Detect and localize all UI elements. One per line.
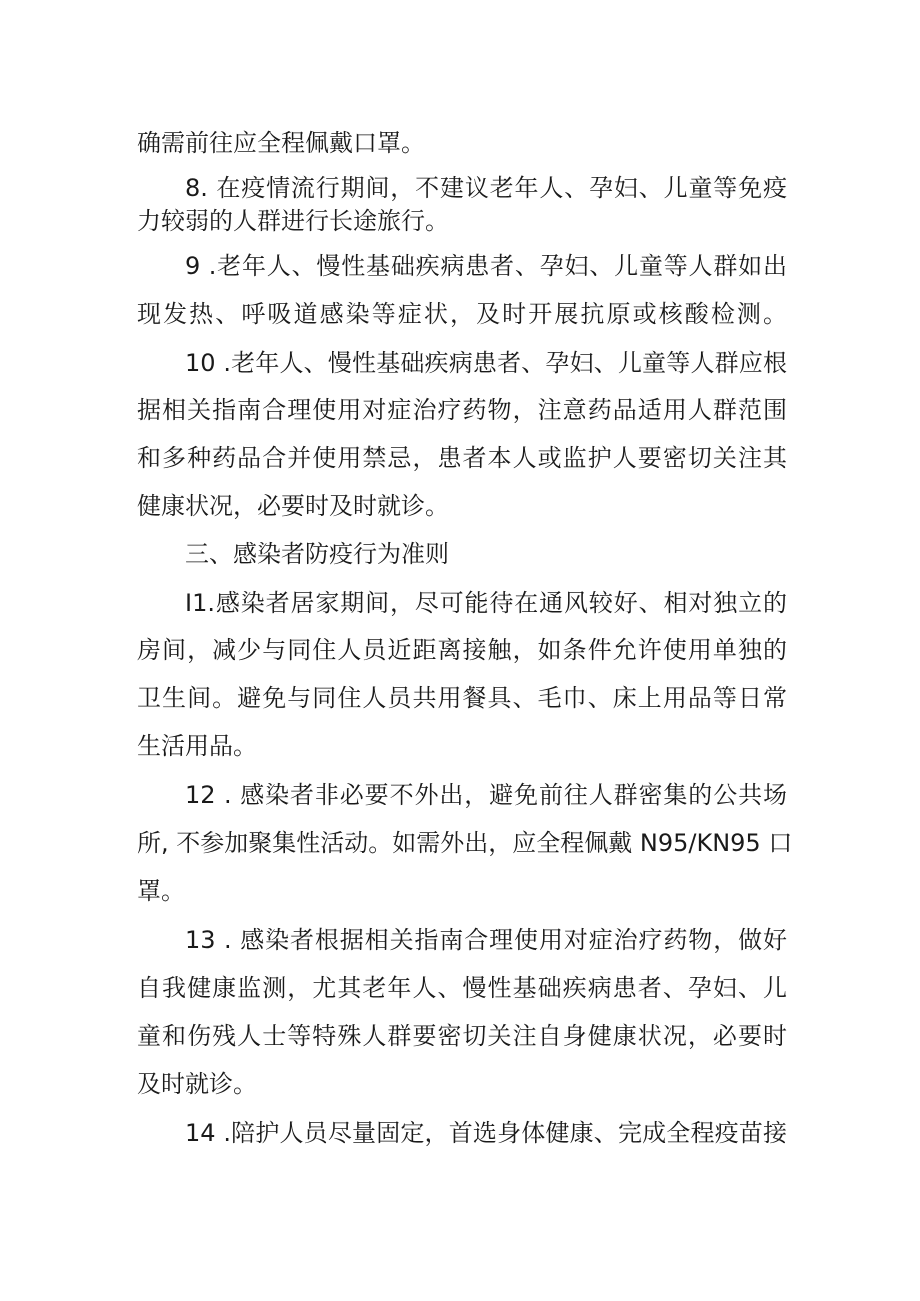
text-line: 健康状况，必要时及时就诊。 xyxy=(137,492,449,520)
text-line: 生活用品。 xyxy=(137,732,257,760)
text-line: 罩。 xyxy=(137,877,185,905)
text-line: 据相关指南合理使用对症治疗药物，注意药品适用人群范围 xyxy=(137,396,787,424)
text-line: 自我健康监测，尤其老年人、慢性基础疾病患者、孕妇、儿 xyxy=(137,974,787,1002)
text-line: 14 .陪护人员尽量固定，首选身体健康、完成全程疫苗接 xyxy=(185,1119,787,1147)
text-line: 力较弱的人群进行长途旅行。 xyxy=(137,207,449,235)
text-line: 卫生间。避免与同住人员共用餐具、毛巾、床上用品等日常 xyxy=(137,684,787,712)
text-line: 和多种药品合并使用禁忌，患者本人或监护人要密切关注其 xyxy=(137,444,787,472)
section-heading: 三、感染者防疫行为准则 xyxy=(185,540,449,568)
text-line: 12 . 感染者非必要不外出，避免前往人群密集的公共场 xyxy=(185,781,787,809)
text-line: 及时就诊。 xyxy=(137,1070,257,1098)
text-line: 所, 不参加聚集性活动。如需外出，应全程佩戴 N95/KN95 口 xyxy=(137,829,793,857)
text-line: 10 .老年人、慢性基础疾病患者、孕妇、儿童等人群应根 xyxy=(185,349,787,377)
text-line: I1.感染者居家期间，尽可能待在通风较好、相对独立的 xyxy=(185,589,787,617)
text-line: 房间，减少与同住人员近距离接触，如条件允许使用单独的 xyxy=(137,636,787,664)
text-line: 9 .老年人、慢性基础疾病患者、孕妇、儿童等人群如出 xyxy=(185,252,787,280)
text-line: 现发热、呼吸道感染等症状，及时开展抗原或核酸检测。 xyxy=(137,300,787,328)
text-line: 13 . 感染者根据相关指南合理使用对症治疗药物，做好 xyxy=(185,926,787,954)
text-line: 8. 在疫情流行期间，不建议老年人、孕妇、儿童等免疫 xyxy=(185,174,787,202)
text-line: 确需前往应全程佩戴口罩。 xyxy=(137,129,425,157)
text-line: 童和伤残人士等特殊人群要密切关注自身健康状况，必要时 xyxy=(137,1022,787,1050)
